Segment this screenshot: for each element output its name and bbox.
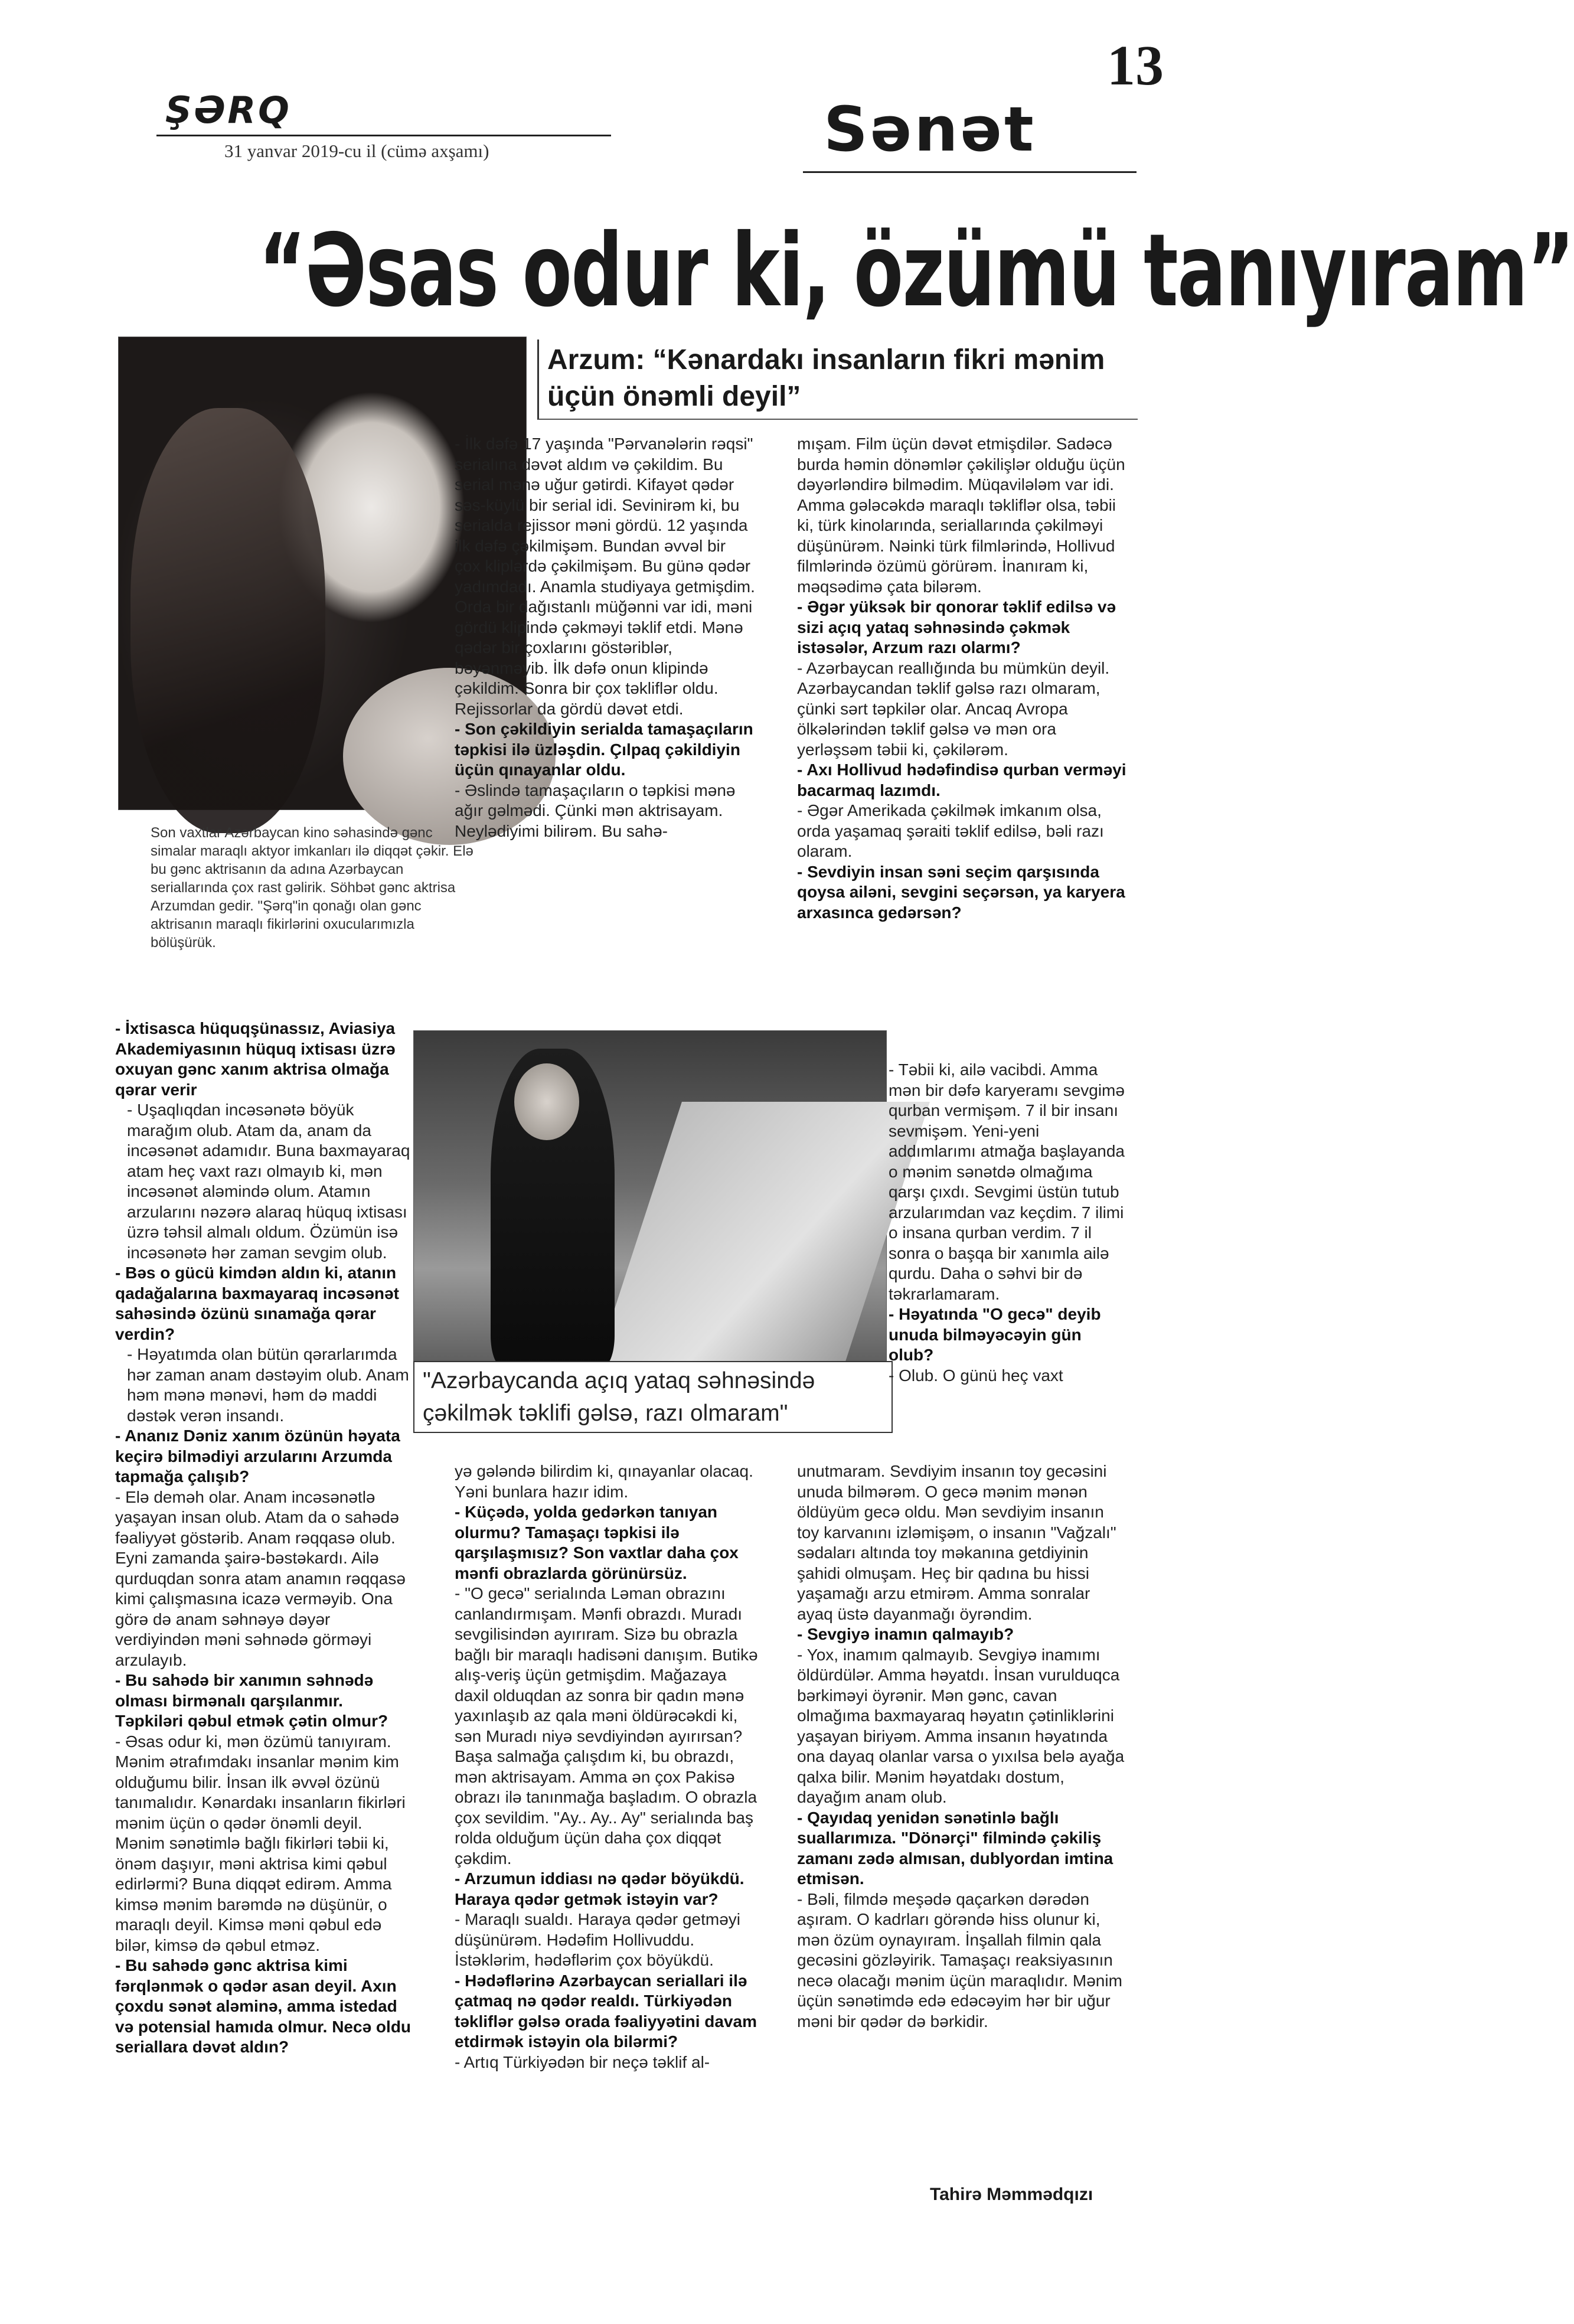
answer: - Yox, inamım qalmayıb. Sevgiyə inamımı öldürdülər. Amma həyatdı. İnsan vurulduqca bərkiməyi öyrənir. Mən gənc, cavan olmağıma baxmayaraq həyatın çətinliklərini yaşayan biriyəm. Amma insanın həyatında ona dayaq olanlar varsa o yıxılsa belə ayağa qalxa bilir. Mənim həyatdakı dostum, dayağım anam olub.: [797, 1645, 1125, 1806]
answer: mışam. Film üçün dəvət etmişdilər. Sadəcə burda həmin dönəmlər çəkilişlər olduğu üçün dəyərləndirə bilmədim. Müqavilələm var idi. Amma gələcəkdə maraqlı təkliflər olsa, təbii ki, türk kinolarında, seriallarında çəkilməyi düşünürəm. Nəinki türk filmlərində, Hollivud filmlərində özümü görürəm. İnanıram ki, məqsədimə çata bilərəm.: [797, 435, 1125, 596]
question: - Axı Hollivud hədəfindisə qurban verməyi bacarmaq lazımdı.: [797, 760, 1126, 799]
question: - Hədəflərinə Azərbaycan seriallari ilə çatmaq nə qədər realdı. Türkiyədən təkliflər gəlsə orada fəaliyyətini davam etdirmək istəyin ola bilərmi?: [455, 1971, 757, 2051]
author-byline: Tahirə Məmmədqızı: [930, 2185, 1093, 2204]
page-number: 13: [1107, 34, 1164, 97]
question: - Əgər yüksək bir qonorar təklif edilsə və sizi açıq yataq səhnəsində çəkmək istəsələr, Arzum razı olarmı?: [797, 598, 1116, 657]
photo-caption: "Azərbaycanda açıq yataq səhnəsində çəkilmək təklifi gəlsə, razı olmaram": [413, 1361, 893, 1433]
answer: - Olub. O günü heç vaxt: [889, 1366, 1063, 1385]
answer: - Bəli, filmdə meşədə qaçarkən dərədən aşıram. O kadrları görəndə hiss olunur ki, mən özüm oynayıram. İnşallah filmin qala gecəsini gözləyirik. Tamaşaçı reaksiyasının necə olacağı mənim üçün maraqlıdır. Mənim üçün sənətimdə edə edəcəyim hər bir uğur məni bir qədər də bərkidir.: [797, 1889, 1122, 2031]
section-title: Sənət: [824, 93, 1036, 165]
answer: - Həyatımda olan bütün qərarlarımda hər zaman anam dəstəyim olub. Anam həm mənə mənəvi, həm də maddi dəstək verən insandı.: [127, 1345, 409, 1425]
answer: - Əslində tamaşaçıların o təpkisi mənə ağır gəlmədi. Çünki mən aktrisayam. Neylədiyimi bilirəm. Bu sahə-: [455, 781, 736, 840]
answer: - Artıq Türkiyədən bir neçə təklif al-: [455, 2052, 710, 2071]
masthead-rule-right: [803, 171, 1137, 173]
column-3-middle: [889, 1060, 1128, 1386]
headline: “Əsas odur ki, özümü tanıyıram”: [259, 213, 1574, 329]
answer: - Əgər Amerikada çəkilmək imkanım olsa, orda yaşamaq şəraiti təklif edilsə, bəli razı olaram.: [797, 801, 1104, 860]
answer: - Uşaqlıqdan incəsənətə böyük marağım olub. Atam da, anam da incəsənət adamıdır. Buna baxmayaraq atam heç vaxt razı olmayıb ki, mən incəsənət aləmində olum. Atamın arzularını nəzərə alaraq hüquq ixtisası üzrə təhsil almalı oldum. Özümün isə incəsənətə hər zaman sevgim olub.: [127, 1101, 410, 1262]
column-3-lower: [797, 1461, 1128, 2032]
column-2-lower: [455, 1461, 762, 2072]
subheadline: Arzum: “Kənardakı insanların fikri mənim üçün önəmli deyil”: [537, 340, 1138, 420]
question: - Sevdiyin insan səni seçim qarşısında qoysa ailəni, sevgini seçərsən, ya karyera arxasınca gedərsən?: [797, 862, 1125, 922]
answer: - Elə deməh olar. Anam incəsənətlə yaşayan insan olub. Atam da o sahədə fəaliyyət göstərib. Anam rəqqasə olub. Eyni zamanda şairə-bəstəkardı. Ailə qurduqdan sonra atam anamın rəqqasə kimi çalışmasına icazə verməyib. Ona görə də anam səhnəyə dəyər verdiyindən məni səhnədə görməyi arzulayıb.: [115, 1487, 406, 1669]
question: - Bu sahədə bir xanımın səhnədə olması birmənalı qarşılanmır. Təpkiləri qəbul etmək çətin olmur?: [115, 1671, 388, 1730]
answer: yə gələndə bilirdim ki, qınayanlar olacaq. Yəni bunlara hazır idim.: [455, 1462, 753, 1501]
column-3-upper: [797, 434, 1128, 923]
question: - Bəs o gücü kimdən aldın ki, atanın qadağalarına baxmayaraq incəsənət sahəsində özünü sınamağa qərar verdin?: [115, 1264, 399, 1343]
column-1: [115, 1019, 413, 2058]
question: - Sevgiyə inamın qalmayıb?: [797, 1625, 1014, 1643]
answer: - Təbii ki, ailə vacibdi. Amma mən bir dəfə karyeramı sevgimə qurban vermişəm. 7 il bir insanı sevmişəm. Yeni-yeni addımlarımı atmağa başlayanda o mənim sənətdə olmağıma qarşı çıxdı. Sevgimi üstün tutub arzularımdan vaz keçdim. 7 ilimi o insana qurban verdim. 7 il sonra o başqa bir xanımla ailə qurdu. Daha o səhvi bir də təkrarlamaram.: [889, 1060, 1125, 1303]
column-2-upper: [455, 434, 756, 841]
issue-date: 31 yanvar 2019-cu il (cümə axşamı): [224, 141, 489, 161]
intro-paragraph: Son vaxtlar Azərbaycan kino səhasində gənc simalar maraqlı aktyor imkanları ilə diqqət çəkir. Elə bu gənc aktrisanın da adına Azərbaycan seriallarında çox rast gəlirik. Söhbət gənc aktrisa Arzumdan gedir. "Şərq"in qonağı olan gənc aktrisanın maraqlı fikirlərini oxucularımızla bölüşürük.: [151, 825, 473, 951]
question: - Ananız Dəniz xanım özünün həyata keçirə bilmədiyi arzularını Arzumda tapmağa çalışıb?: [115, 1427, 400, 1486]
answer: - Maraqlı sualdı. Haraya qədər getməyi düşünürəm. Hədəfim Hollivuddu. İstəklərim, hədəflərim çox böyükdü.: [455, 1910, 740, 1969]
question: - Son çəkildiyin serialda tamaşaçıların təpkisi ilə üzləşdin. Çılpaq çəkildiyin üçün qınayanlar oldu.: [455, 720, 753, 779]
masthead-rule-left: [156, 135, 611, 136]
question: - Bu sahədə gənc aktrisa kimi fərqlənmək o qədər asan deyil. Axın çoxdu sənət aləminə, amma istedad və potensial hamıda olmur. Necə oldu seriallara dəvət aldın?: [115, 1956, 412, 2056]
answer: - İlk dəfə 17 yaşında "Pərvanələrin rəqsi" serialına dəvət aldım və çəkildim. Bu serial mənə uğur gətirdi. Kifayət qədər səs-küylü bir serial idi. Sevinirəm ki, bu serialda rejissor məni gördü. 12 yaşında ilk dəfə çəkilmişəm. Bundan əvvəl bir çox kliplərdə çəkilmişəm. Bu günə qədər yadımdadı. Anamla studiyaya getmişdim. Orda bir dağıstanlı müğənni var idi, məni gördü klipində çəkməyi təklif etdi. Mənə qədər bir çoxlarını göstəriblər, bəyənməyib. İlk dəfə onun klipində çəkildim. Sonra bir çox təkliflər oldu. Rejissorlar da gördü dəvət etdi.: [455, 435, 755, 718]
answer: - Əsas odur ki, mən özümü tanıyıram. Mənim ətrafımdakı insanlar mənim kim olduğumu bilir. İnsan ilk əvvəl özünü tanımalıdır. Kənardakı insanların fikirləri mənim üçün o qədər önəmli deyil. Mənim sənətimlə bağlı fikirləri təbii ki, önəm daşıyır, məni aktrisa kimi qəbul edirlərmi? Buna diqqət edirəm. Amma kimsə mənim barəmdə nə düşünür, o maraqlı deyil. Kimsə məni qəbul edə bilər, kimsə də qəbul etməz.: [115, 1732, 406, 1954]
question: - Həyatında "O gecə" deyib unuda bilməyəcəyin gün olub?: [889, 1305, 1101, 1364]
question: - Küçədə, yolda gedərkən tanıyan olurmu? Tamaşaçı təpkisi ilə qarşılaşmısız? Son vaxtlar daha çox mənfi obrazlarda görünürsüz.: [455, 1503, 739, 1582]
question: - Arzumun iddiası nə qədər böyükdü. Haraya qədər getmək istəyin var?: [455, 1869, 744, 1908]
answer: - Azərbaycan reallığında bu mümkün deyil. Azərbaycandan təklif gəlsə razı olmaram, çünki sərt təpkilər olar. Ancaq Avropa ölkələrindən təklif gəlsə və mən ora yerləşsəm təbii ki, çəkilərəm.: [797, 658, 1110, 759]
question: - İxtisasca hüquqşünassız, Aviasiya Akademiyasının hüquq ixtisası üzrə oxuyan gənc xanım aktrisa olmağa qərar verir: [115, 1019, 396, 1099]
question: - Qayıdaq yenidən sənətinlə bağlı suallarımıza. "Dönərçi" filmində çəkiliş zamanı zədə almısan, dublyordan imtina etmisən.: [797, 1808, 1113, 1888]
actress-photo: [413, 1030, 887, 1371]
newspaper-name: ŞƏRQ: [165, 89, 292, 132]
answer: unutmaram. Sevdiyim insanın toy gecəsini unuda bilmərəm. O gecə mənim mənən öldüyüm gecə oldu. Mən sevdiyim insanın toy karvanını izləmişəm, o insanın "Vağzalı" sədaları altında toy məkanına getdiyinin şahidi olmuşam. Heç bir qadına bu hissi yaşamağı arzu etmirəm. Amma sonralar ayaq üstə dayanmağı öyrəndim.: [797, 1462, 1116, 1623]
answer: - "O gecə" serialında Ləman obrazını canlandırmışam. Mənfi obrazdı. Muradı sevgilisindən ayırıram. Sizə bu obrazla bağlı bir maraqlı hadisəni danışım. Butikə alış-veriş üçün getmişdim. Mağazaya daxil olduqdan az sonra bir qadın mənə yaxınlaşıb az qala məni öldürəcəkdi ki, sən Muradı niyə sevdiyindən ayırırsan? Başa salmağa çalışdım ki, bu obrazdı, mən aktrisayam. Amma ən çox Pakisə obrazı ilə tanınmağa başladım. O obrazla çox sevildim. "Ay.. Ay.. Ay" serialında baş rolda olduğum üçün daha çox diqqət çəkdim.: [455, 1584, 758, 1868]
